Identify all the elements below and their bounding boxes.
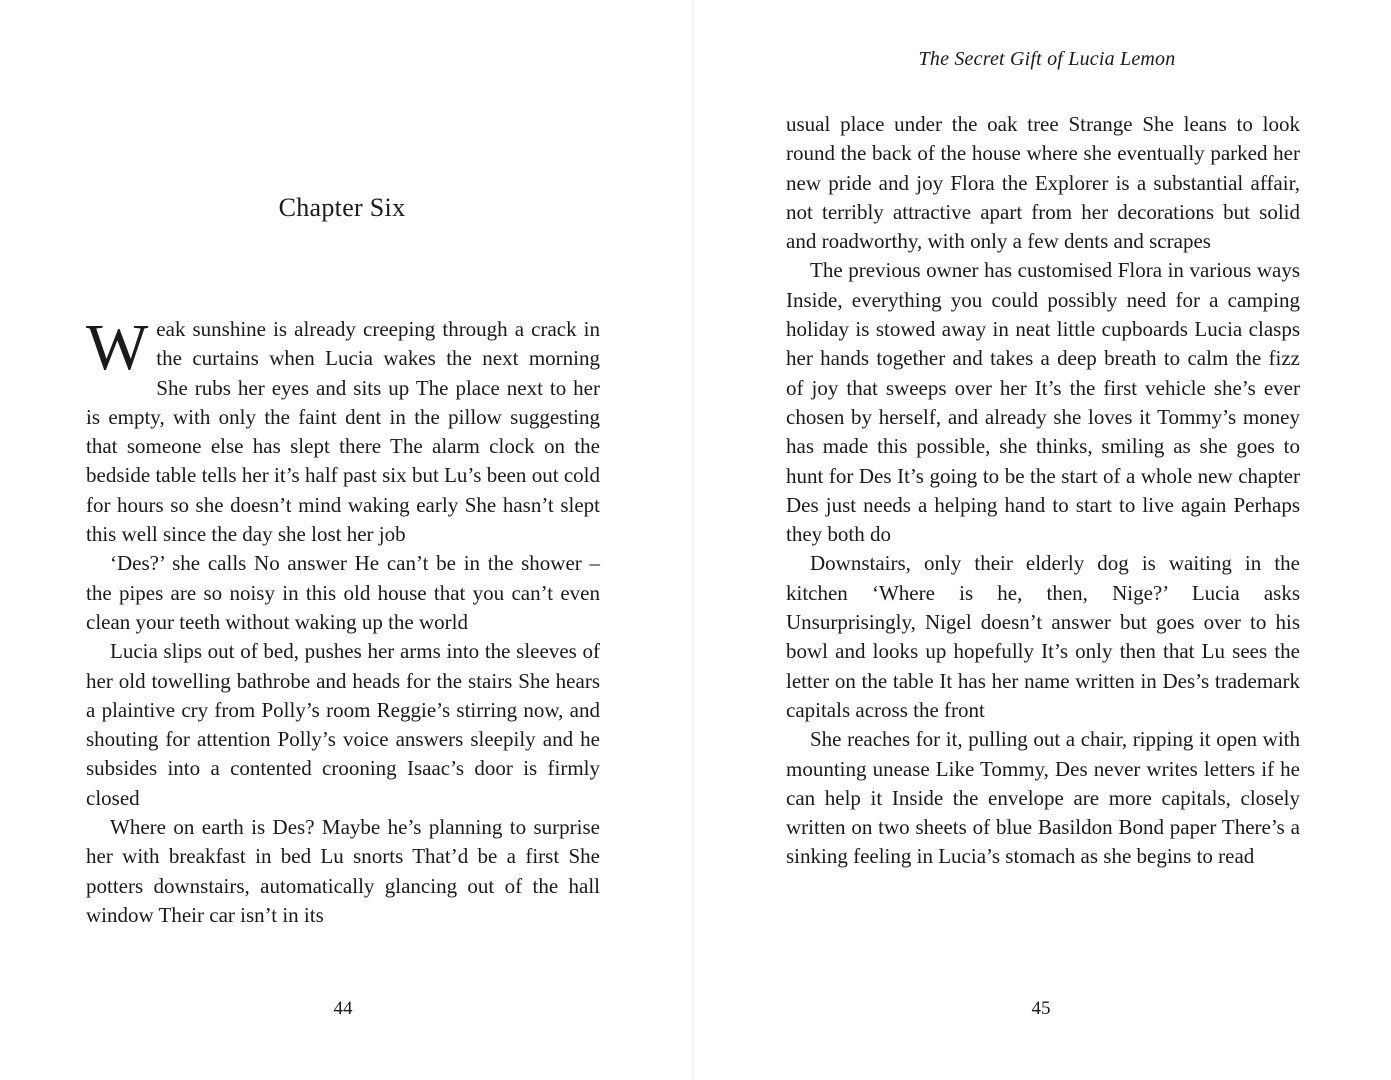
opening-paragraph-text: eak sunshine is already creeping through a crack in the curtains when Lucia wakes the next morning She rubs her eyes and sits up The place next to her is empty, with only the faint dent in the pillow suggesting that someone else has slept there The alarm clock on the bedside table tells her it’s half past six but Lu’s been out cold for hours so she doesn’t mind waking early She hasn’t slept this well since the day she lost her job: [86, 317, 600, 547]
paragraph: She reaches for it, pulling out a chair, ripping it open with mounting unease Like Tommy, Des never writes letters if he can help it Inside the envelope are more capitals, closely written on two sheets of blue Basildon Bond paper There’s a sinking feeling in Lucia’s stomach as she begins to read: [786, 727, 1300, 869]
left-text-block: [86, 311, 600, 930]
page-number-left: 44: [333, 998, 353, 1019]
paragraph: Where on earth is Des? Maybe he’s planning to surprise her with breakfast in bed Lu snorts That’d be a first She potters downstairs, automatically glancing out of the hall window Their car isn’t in its: [86, 815, 600, 927]
chapter-title: Chapter Six: [278, 193, 406, 222]
page-number-right: 45: [1031, 998, 1051, 1019]
paragraph: The previous owner has customised Flora in various ways Inside, everything you could possibly need for a camping holiday is stowed away in neat little cupboards Lucia clasps her hands together and takes a deep breath to calm the fizz of joy that sweeps over her It’s the first vehicle she’s ever chosen by herself, and already she loves it Tommy’s money has made this possible, she thinks, smiling as she goes to hunt for Des It’s going to be the start of a whole new chapter Des just needs a helping hand to start to live again Perhaps they both do: [786, 258, 1300, 547]
left-page: [0, 0, 690, 1080]
running-head: The Secret Gift of Lucia Lemon: [918, 48, 1176, 70]
right-text-block: [786, 110, 1300, 872]
paragraph: Downstairs, only their elderly dog is waiting in the kitchen ‘Where is he, then, Nige?’ Lucia asks Unsurprisingly, Nigel doesn’t answer but goes over to his bowl and looks up hopefully It’s only then that Lu sees the letter on the table It has her name written in Des’s trademark capitals across the front: [786, 551, 1300, 722]
opening-paragraph: [86, 311, 600, 549]
drop-cap: W: [86, 311, 149, 384]
paragraph: ‘Des?’ she calls No answer He can’t be in the shower – the pipes are so noisy in this old house that you can’t even clean your teeth without waking up the world: [86, 551, 600, 634]
paragraph: Lucia slips out of bed, pushes her arms into the sleeves of her old towelling bathrobe and heads for the stairs She hears a plaintive cry from Polly’s room Reggie’s stirring now, and shouting for attention Polly’s voice answers sleepily and he subsides into a contented crooning Isaac’s door is firmly closed: [86, 639, 600, 810]
right-page: [696, 0, 1391, 1080]
continuation-paragraph: usual place under the oak tree Strange She leans to look round the back of the house where she eventually parked her new pride and joy Flora the Explorer is a substantial affair, not terribly attractive apart from her decorations but solid and roadworthy, with only a few dents and scrapes: [786, 112, 1300, 254]
